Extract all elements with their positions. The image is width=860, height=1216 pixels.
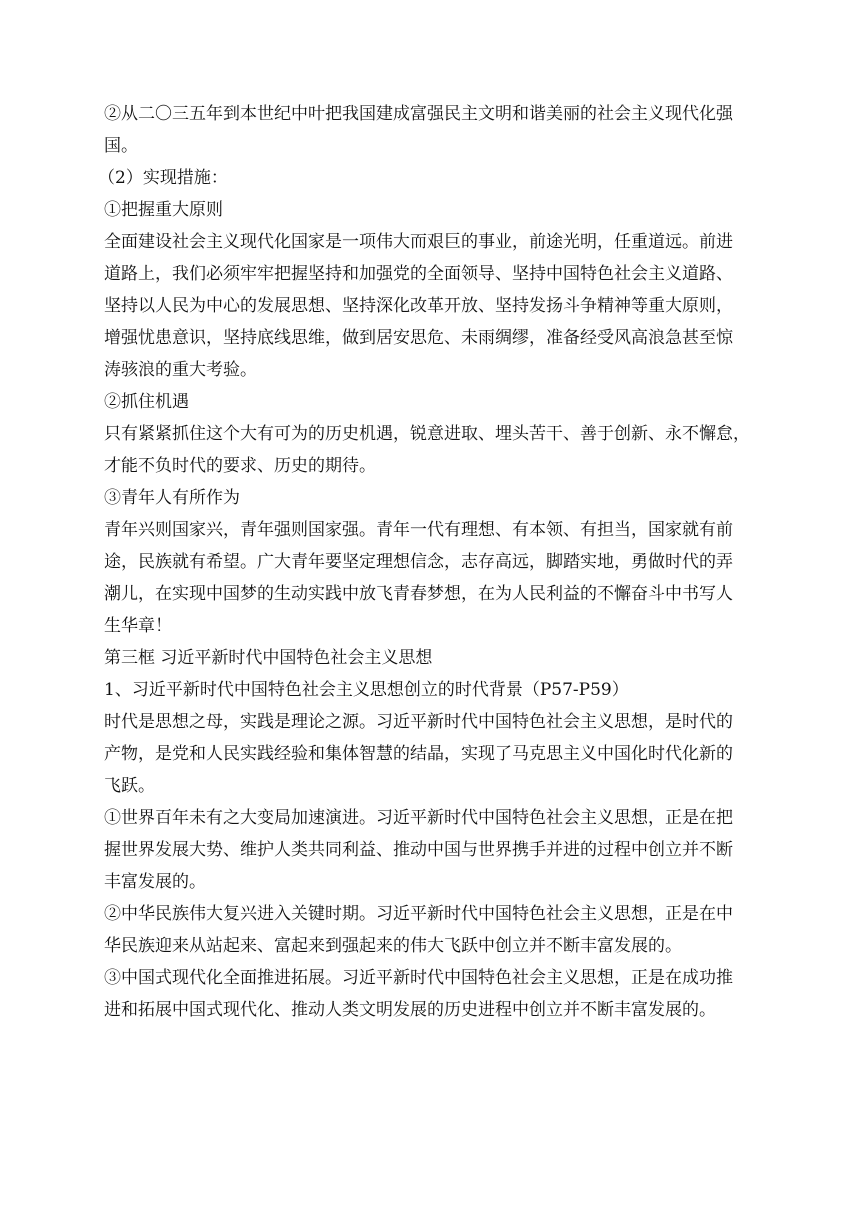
text-line: 潮儿，在实现中国梦的生动实践中放飞青春梦想，在为人民利益的不懈奋斗中书写人 <box>104 584 733 604</box>
text-line: ②中华民族伟大复兴进入关键时期。习近平新时代中国特色社会主义思想，正是在中 <box>104 904 733 924</box>
text-line: 青年兴则国家兴，青年强则国家强。青年一代有理想、有本领、有担当，国家就有前 <box>104 520 733 540</box>
text-line: 国。 <box>104 136 138 156</box>
text-line: 增强忧患意识，坚持底线思维，做到居安思危、未雨绸缪，准备经受风高浪急甚至惊 <box>104 328 733 348</box>
text-line: 进和拓展中国式现代化、推动人类文明发展的历史进程中创立并不断丰富发展的。 <box>104 1000 716 1020</box>
text-line: 生华章！ <box>104 616 172 636</box>
text-line: ①世界百年未有之大变局加速演进。习近平新时代中国特色社会主义思想，正是在把 <box>104 808 733 828</box>
text-line: 途，民族就有希望。广大青年要坚定理想信念，志存高远，脚踏实地，勇做时代的弄 <box>104 552 733 572</box>
document-body <box>98 98 756 1026</box>
text-line: 丰富发展的。 <box>104 872 206 892</box>
text-line: 只有紧紧抓住这个大有可为的历史机遇，锐意进取、埋头苦干、善于创新、永不懈怠， <box>104 424 750 444</box>
text-line: 握世界发展大势、维护人类共同利益、推动中国与世界携手并进的过程中创立并不断 <box>104 840 733 860</box>
text-line: 道路上，我们必须牢牢把握坚持和加强党的全面领导、坚持中国特色社会主义道路、 <box>104 264 733 284</box>
subheading: ②抓住机遇 <box>104 392 189 412</box>
text-line: 全面建设社会主义现代化国家是一项伟大而艰巨的事业，前途光明，任重道远。前进 <box>104 232 733 252</box>
text-line: 产物，是党和人民实践经验和集体智慧的结晶，实现了马克思主义中国化时代化新的 <box>104 744 733 764</box>
text-line: 涛骇浪的重大考验。 <box>104 360 257 380</box>
text-line: ②从二〇三五年到本世纪中叶把我国建成富强民主文明和谐美丽的社会主义现代化强 <box>104 104 733 124</box>
subheading: ①把握重大原则 <box>104 200 223 220</box>
text-line: 才能不负时代的要求、历史的期待。 <box>104 456 376 476</box>
chapter-heading: 第三框 习近平新时代中国特色社会主义思想 <box>104 648 433 668</box>
text-line: 华民族迎来从站起来、富起来到强起来的伟大飞跃中创立并不断丰富发展的。 <box>104 936 682 956</box>
subheading: ③青年人有所作为 <box>104 488 240 508</box>
text-line: 坚持以人民为中心的发展思想、坚持深化改革开放、坚持发扬斗争精神等重大原则， <box>104 296 733 316</box>
text-line: ③中国式现代化全面推进拓展。习近平新时代中国特色社会主义思想，正是在成功推 <box>104 968 733 988</box>
section-heading: （2）实现措施： <box>98 168 228 188</box>
text-line: 飞跃。 <box>104 776 155 796</box>
text-line: 时代是思想之母，实践是理论之源。习近平新时代中国特色社会主义思想，是时代的 <box>104 712 733 732</box>
section-heading: 1、习近平新时代中国特色社会主义思想创立的时代背景（P57-P59） <box>104 680 629 700</box>
